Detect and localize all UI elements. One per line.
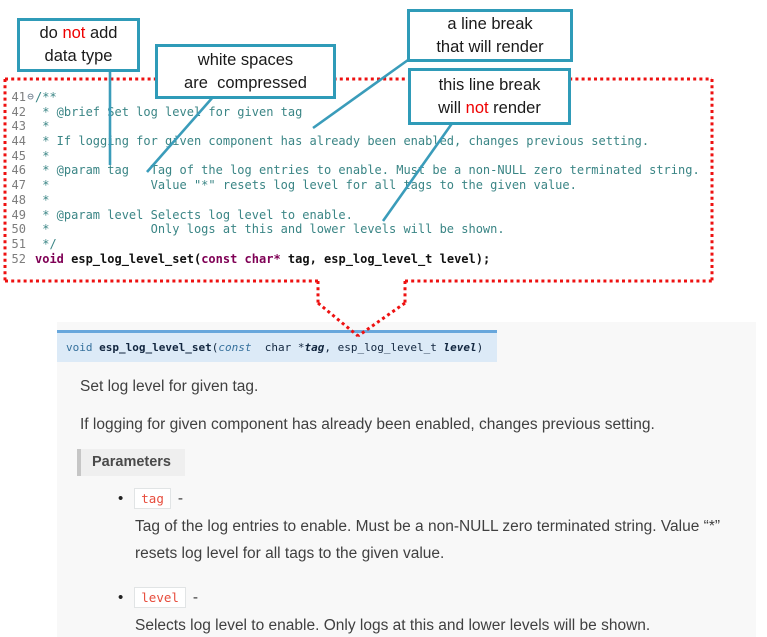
parameter-head [118, 567, 756, 608]
signature-part: ) [476, 341, 484, 354]
callout-whitespace [155, 44, 336, 99]
signature-part: esp_log_level_set [99, 341, 212, 354]
callout-text-line: are compressed [184, 73, 307, 92]
code-line [10, 193, 700, 208]
fold-spacer [26, 222, 35, 237]
code-text: */ [35, 236, 57, 251]
code-text: * Value "*" resets log level for all tags to the given value. [35, 178, 577, 193]
doc-brief-text: Set log level for given tag. [80, 378, 259, 395]
callout-no-datatype [17, 18, 140, 72]
bullet-icon: • [118, 589, 124, 606]
parameter-separator: - [192, 588, 199, 606]
fold-toggle-icon[interactable]: ⊖ [27, 90, 34, 103]
parameter-description: Selects log level to enable. Only logs at this and lower levels will be shown. [135, 617, 651, 634]
callout-text-line: this line break [438, 75, 541, 94]
parameter-item [57, 567, 756, 637]
parameter-item [57, 476, 756, 567]
code-text: * [35, 192, 50, 207]
parameters-heading: Parameters [77, 449, 185, 476]
code-line [10, 119, 700, 134]
code-line [10, 222, 700, 237]
code-text: void esp_log_level_set(const char* tag, esp_log_level_t level); [35, 251, 491, 266]
parameter-list [57, 476, 756, 637]
code-line [10, 237, 700, 252]
parameter-name-badge: level [134, 587, 186, 608]
parameter-description: Tag of the log entries to enable. Must be a non-NULL zero terminated string. Value “*” resets log level for all tags to the given value. [135, 518, 721, 562]
signature-part [93, 341, 100, 354]
line-number: 51 [11, 236, 26, 251]
callout-text-line: will not render [438, 98, 541, 117]
fold-spacer [26, 134, 35, 149]
code-line [10, 90, 700, 105]
line-number: 52 [11, 251, 26, 266]
bullet-icon: • [118, 490, 124, 507]
rendered-doc-panel [57, 322, 756, 637]
code-editor-excerpt [10, 90, 700, 266]
line-number: 50 [11, 222, 26, 237]
code-line [10, 208, 700, 223]
code-text: * Only logs at this and lower levels will be shown. [35, 222, 505, 237]
parameter-separator: - [177, 489, 184, 507]
callout-text-line: do not add [39, 24, 118, 42]
doc-detail-text: If logging for given component has already been enabled, changes previous setting. [80, 416, 655, 433]
code-text: /** [35, 90, 57, 104]
line-number: 45 [11, 148, 26, 163]
code-line [10, 163, 700, 178]
code-text: * [35, 148, 50, 163]
code-text: * [35, 119, 50, 134]
callout-text-line: a line break [447, 14, 533, 33]
fold-spacer [26, 149, 35, 164]
line-number: 47 [11, 178, 26, 193]
line-number: 42 [11, 104, 26, 119]
signature-part: level [443, 341, 477, 354]
code-text: * @brief Set log level for given tag [35, 104, 303, 119]
code-line [10, 252, 700, 267]
line-number: 46 [11, 163, 26, 178]
fold-spacer [26, 105, 35, 120]
fold-spacer [26, 237, 35, 252]
signature-part: , esp_log_level_t [324, 341, 444, 354]
code-line [10, 134, 700, 149]
parameter-head [118, 476, 756, 509]
fold-spacer [26, 208, 35, 223]
callout-text-line: white spaces [197, 50, 294, 69]
function-signature-bar [57, 330, 497, 362]
code-text: * If logging for given component has already been enabled, changes previous setting. [35, 134, 650, 149]
signature-part: char * [251, 341, 305, 354]
line-number: 43 [11, 119, 26, 134]
signature-part: tag [304, 341, 325, 354]
line-number: 44 [11, 134, 26, 149]
line-number: 48 [11, 192, 26, 207]
fold-spacer [26, 119, 35, 134]
fold-spacer [26, 193, 35, 208]
signature-part: void [66, 341, 93, 354]
code-text: * @param tag Tag of the log entries to enable. Must be a non-NULL zero terminated string. [35, 163, 700, 178]
callout-break-renders [407, 9, 573, 62]
callout-break-not-render [408, 68, 571, 125]
line-number: 49 [11, 207, 26, 222]
callout-text-line: that will render [436, 37, 544, 56]
fold-spacer [26, 163, 35, 178]
code-line [10, 149, 700, 164]
signature-part: const [218, 341, 252, 354]
code-text: * @param level Selects log level to enable. [35, 207, 353, 222]
callout-text-line: data type [44, 47, 113, 65]
fold-spacer [26, 178, 35, 193]
signature-part: ( [211, 341, 219, 354]
parameter-name-badge: tag [134, 488, 171, 509]
line-number: 41 [11, 90, 26, 104]
fold-spacer [26, 252, 35, 267]
code-line [10, 178, 700, 193]
code-line [10, 105, 700, 120]
